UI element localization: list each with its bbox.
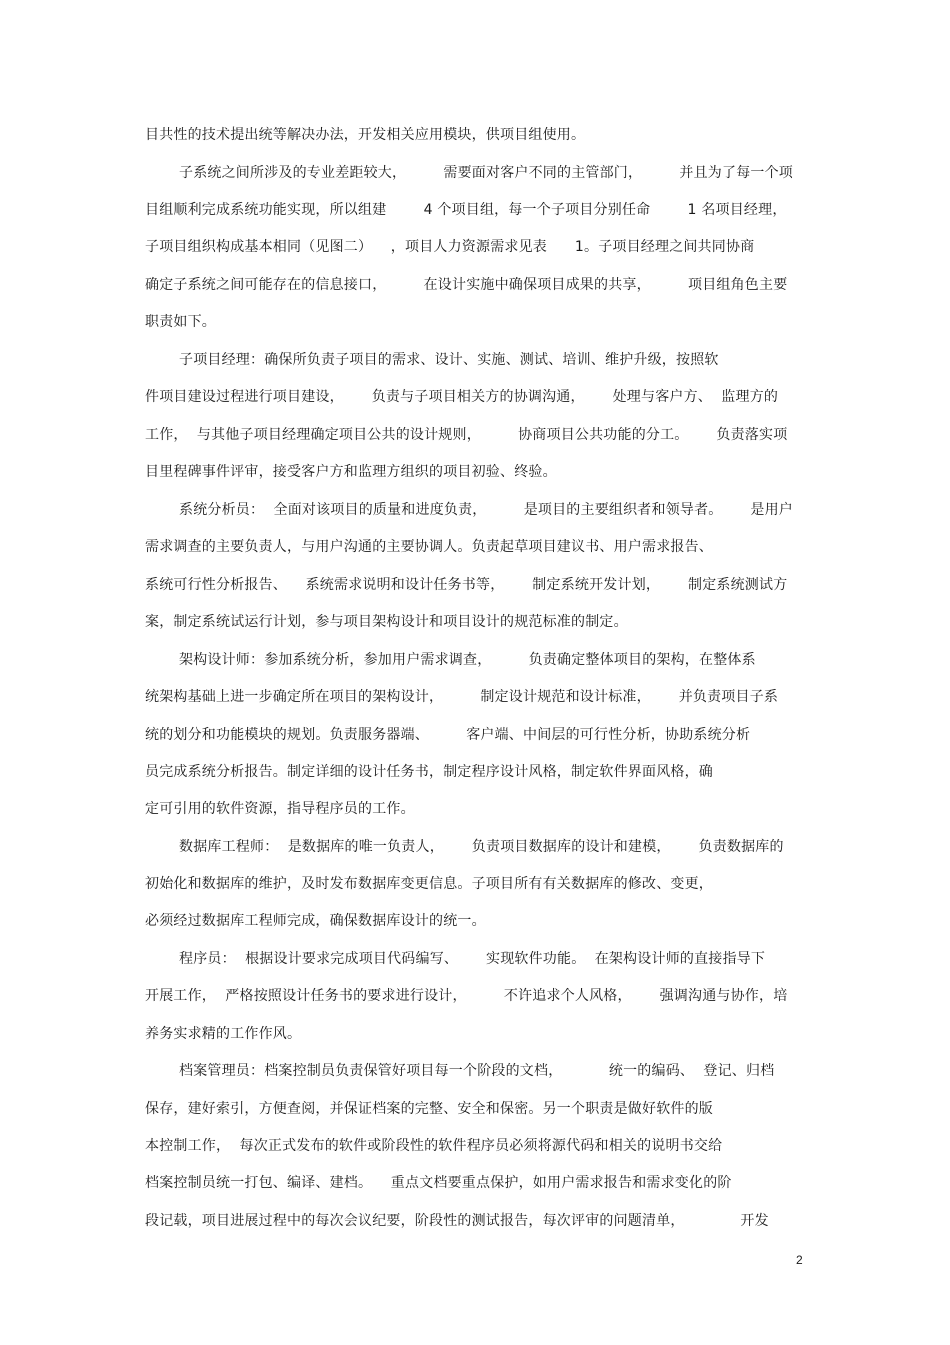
text-line: 件项目建设过程进行项目建设， 负责与子项目相关方的协调沟通， 处理与客户方、 监理方的: [145, 389, 779, 405]
text-line: 初始化和数据库的维护，及时发布数据库变更信息。子项目所有有关数据库的修改、变更，: [145, 876, 713, 892]
text-line: 子项目经理：确保所负责子项目的需求、设计、实施、测试、培训、维护升级，按照软: [179, 352, 719, 368]
text-line: 职责如下。: [145, 314, 216, 330]
text-line: 保存，建好索引，方便查阅，并保证档案的完整、安全和保密。另一个职责是做好软件的版: [145, 1101, 713, 1117]
text-line: 必须经过数据库工程师完成，确保数据库设计的统一。: [145, 913, 486, 929]
text-line: 员完成系统分析报告。制定详细的设计任务书，制定程序设计风格，制定软件界面风格，确: [145, 764, 713, 780]
text-line: 程序员： 根据设计要求完成项目代码编写、 实现软件功能。 在架构设计师的直接指导下: [179, 951, 766, 967]
text-line: 本控制工作， 每次正式发布的软件或阶段性的软件程序员必须将源代码和相关的说明书交给: [145, 1138, 723, 1154]
text-line: 目共性的技术提出统等解决办法，开发相关应用模块，供项目组使用。: [145, 127, 586, 143]
text-line: 目里程碑事件评审，接受客户方和监理方组织的项目初验、终验。: [145, 464, 557, 480]
text-line: 子项目组织构成基本相同（见图二） ，项目人力资源需求见表 1。子项目经理之间共同协商: [145, 239, 755, 255]
text-line: 确定子系统之间可能存在的信息接口， 在设计实施中确保项目成果的共享， 项目组角色主要: [145, 277, 788, 293]
text-line: 档案管理员：档案控制员负责保管好项目每一个阶段的文档， 统一的编码、 登记、归档: [179, 1063, 775, 1079]
text-line: 数据库工程师： 是数据库的唯一负责人， 负责项目数据库的设计和建模， 负责数据库的: [179, 839, 784, 855]
text-line: 需求调查的主要负责人，与用户沟通的主要协调人。负责起草项目建议书、用户需求报告、: [145, 539, 713, 555]
text-line: 工作， 与其他子项目经理确定项目公共的设计规则， 协商项目公共功能的分工。 负责落实项: [145, 427, 788, 443]
text-line: 档案控制员统一打包、编译、建档。 重点文档要重点保护，如用户需求报告和需求变化的阶: [145, 1175, 732, 1191]
text-line: 目组顺利完成系统功能实现，所以组建 4 个项目组，每一个子项目分别任命 1 名项目经理，: [145, 202, 787, 218]
text-line: 系统可行性分析报告、 系统需求说明和设计任务书等， 制定系统开发计划， 制定系统测试方: [145, 577, 788, 593]
text-line: 系统分析员： 全面对该项目的质量和进度负责， 是项目的主要组织者和领导者。 是用户: [179, 502, 794, 518]
text-line: 开展工作， 严格按照设计任务书的要求进行设计， 不许追求个人风格， 强调沟通与协作，培: [145, 988, 788, 1004]
text-line: 子系统之间所涉及的专业差距较大， 需要面对客户不同的主管部门， 并且为了每一个项: [179, 165, 794, 181]
text-line: 段记载，项目进展过程中的每次会议纪要，阶段性的测试报告，每次评审的问题清单， 开发: [145, 1213, 769, 1229]
text-line: 统架构基础上进一步确定所在项目的架构设计， 制定设计规范和设计标准， 并负责项目子系: [145, 689, 779, 705]
text-line: 架构设计师：参加系统分析，参加用户需求调查， 负责确定整体项目的架构，在整体系: [179, 652, 756, 668]
page-number: 2: [796, 1253, 803, 1267]
text-line: 统的划分和功能模块的规划。负责服务器端、 客户端、中间层的可行性分析，协助系统分析: [145, 727, 751, 743]
text-line: 定可引用的软件资源，指导程序员的工作。: [145, 801, 415, 817]
text-line: 案，制定系统试运行计划，参与项目架构设计和项目设计的规范标准的制定。: [145, 614, 628, 630]
text-line: 养务实求精的工作作风。: [145, 1026, 302, 1042]
